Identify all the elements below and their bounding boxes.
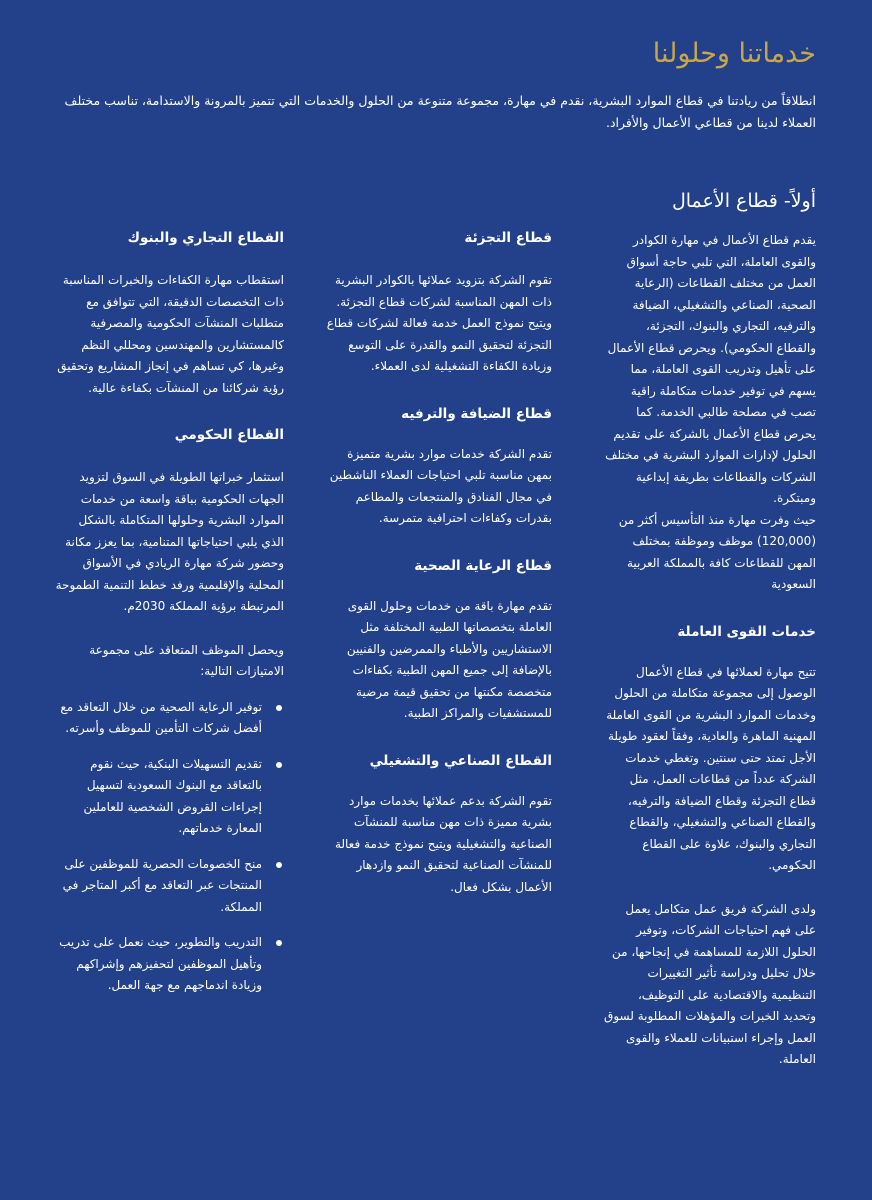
benefits-list [52, 697, 284, 997]
benefit-text: تقديم التسهيلات البنكية، حيث نقوم بالتعاقد مع البنوك السعودية لتسهيل إجراءات القروض الشخصية للعاملين المعارة خدماتهم. [83, 756, 262, 835]
sectors-column-middle [320, 230, 552, 912]
hospitality-sector-text: تقدم الشركة خدمات موارد بشرية متميزة بمهن مناسبة تلبي احتياجات العملاء الناشطين في مجال الفنادق والمنتجعات والمطاعم بقدرات وكفاءات احترافية متمرسة. [329, 446, 552, 525]
business-sector-column [604, 190, 816, 1085]
retail-sector-text: تقوم الشركة بتزويد عملائها بالكوادر البشرية ذات المهن المناسبة لشركات قطاع التجزئة. ويتيح نموذج العمل خدمة فعالة لشركات قطاع التجزئة لتحقيق النمو والقدرة على التوسع وزيادة الكفاءة التشغيلية لدى العملاء. [326, 273, 552, 373]
business-sector-stat: حيث وفرت مهارة منذ التأسيس أكثر من (120,000) موظف وموظفة بمختلف المهن للقطاعات كافة بالمملكة العربية السعودية [618, 512, 816, 591]
industrial-sector-text: تقوم الشركة بدعم عملائها بخدمات موارد بشرية مميزة ذات مهن مناسبة للمنشآت الصناعية والتشغيلية ويتيح نموذج خدمة فعالة للمنشآت الصناعية لتحقيق النمو وازدهار الأعمال بشكل فعال. [334, 793, 552, 894]
benefit-item [52, 754, 284, 840]
benefits-intro: ويحصل الموظف المتعاقد على مجموعة الامتيازات التالية: [89, 642, 284, 678]
benefit-text: التدريب والتطوير، حيث نعمل على تدريب وتأهيل الموظفين لتحفيزهم وإشراكهم وزيادة اندماجهم مع جهة العمل. [59, 935, 262, 992]
business-sector-title: أولاً- قطاع الأعمال [671, 190, 816, 212]
sectors-column-left [52, 230, 284, 1011]
intro-paragraph: انطلاقاً من ريادتنا في قطاع الموارد البشرية، نقدم في مهارة، مجموعة متنوعة من الحلول والخدمات التي تتميز بالمرونة والاستدامة، تناسب مختلف العملاء لدينا من قطاعي الأعمال والأفراد. [64, 93, 816, 130]
benefit-item [52, 697, 284, 740]
bullet-icon [276, 862, 282, 868]
bullet-icon [276, 940, 282, 946]
business-sector-text: يقدم قطاع الأعمال في مهارة الكوادر والقوى العاملة، التي تلبي حاجة أسواق العمل من مختلف القطاعات (الرعاية الصحية، الصناعي والتشغيلي، الضيافة والترفيه، التجاري والبنوك، التجزئة، والقطاع الحكومي). ويحرص قطاع الأعمال على تأهيل وتدريب القوى العاملة، مما يسهم في توفير خدمات متكاملة راقية تصب في مصلحة طالبي الخدمة. كما يحرص قطاع الأعمال بالشركة على تقديم الحلول لإدارات الموارد البشرية في مختلف الشركات والقطاعات بطريقة إبداعية ومبتكرة. [605, 233, 816, 505]
healthcare-sector-title: قطاع الرعاية الصحية [414, 557, 552, 574]
commercial-sector-title: القطاع التجاري والبنوك [127, 230, 284, 246]
page-title: خدماتنا وحلولنا [652, 38, 816, 69]
benefit-item [52, 854, 284, 919]
industrial-sector-title: القطاع الصناعي والتشغيلي [369, 752, 552, 769]
benefit-text: توفير الرعاية الصحية من خلال التعاقد مع أفضل شركات التأمين للموظف وأسرته. [60, 699, 262, 735]
workforce-services-title: خدمات القوى العاملة [677, 623, 816, 640]
benefit-item [52, 932, 284, 997]
hospitality-sector-title: قطاع الضيافة والترفيه [401, 405, 552, 422]
retail-sector-title: قطاع التجزئة [464, 230, 552, 246]
benefit-text: منح الخصومات الحصرية للموظفين على المنتجات عبر التعاقد مع أكبر المتاجر في المملكة. [62, 856, 262, 914]
workforce-services-text-1: تتيح مهارة لعملائها في قطاع الأعمال الوصول إلى مجموعة متكاملة من الحلول وخدمات الموارد البشرية من القوى العاملة المهنية الماهرة والعادية، وفقاً لعقود طويلة الأجل تمتد حتى سنتين. وتغطي خدمات الشركة عدداً من قطاعات العمل، مثل قطاع التجزئة وقطاع الضيافة والترفيه، والقطاع الصناعي والتشغيلي، والقطاع التجاري والبنوك، علاوة على القطاع الحكومي. [606, 664, 816, 872]
healthcare-sector-text: تقدم مهارة باقة من خدمات وحلول القوى العاملة بتخصصاتها الطبية المختلفة مثل الاستشاريين والأطباء والممرضين والفنيين بالإضافة إلى جميع المهن الطبية بكفاءات متخصصة مكنتها من تحقيق قيمة مرضية للمستشفيات والمراكز الطبية. [346, 598, 552, 720]
workforce-services-text-2: ولدى الشركة فريق عمل متكامل يعمل على فهم احتياجات الشركات، وتوفير الحلول اللازمة للمساهمة في إنجاحها، من خلال تحليل ودراسة تأثير التغييرات التنظيمية والاقتصادية على التوظيف، وتحديد الخبرات والمؤهلات المطلوبة لسوق العمل وإجراء استبيانات للعملاء والقوى العاملة. [604, 901, 816, 1066]
government-sector-title: القطاع الحكومي [174, 427, 284, 443]
bullet-icon [276, 762, 282, 768]
bullet-icon [276, 705, 282, 711]
commercial-sector-text: استقطاب مهارة الكفاءات والخبرات المناسبة ذات التخصصات الدقيقة، التي تتوافق مع متطلبات المنشآت الحكومية والمصرفية كالمستشارين والمهندسين ومحللي النظم وغيرها، كي تساهم في إنجاز المشاريع وتحقيق رؤية شركائنا من المنشآت بكفاءة عالية. [57, 273, 284, 395]
government-sector-text: استثمار خبراتها الطويلة في السوق لتزويد الجهات الحكومية بباقة واسعة من خدمات الموارد البشرية وحلولها المتكاملة بالشكل الذي يلبي احتياجاتها المتنامية، بما يعزز مكانة وحضور شركة مهارة الريادي في الأسواق المحلية والإقليمية ورفد خطط التنمية الطموحة المرتبطة برؤية المملكة 2030م. [55, 470, 284, 613]
